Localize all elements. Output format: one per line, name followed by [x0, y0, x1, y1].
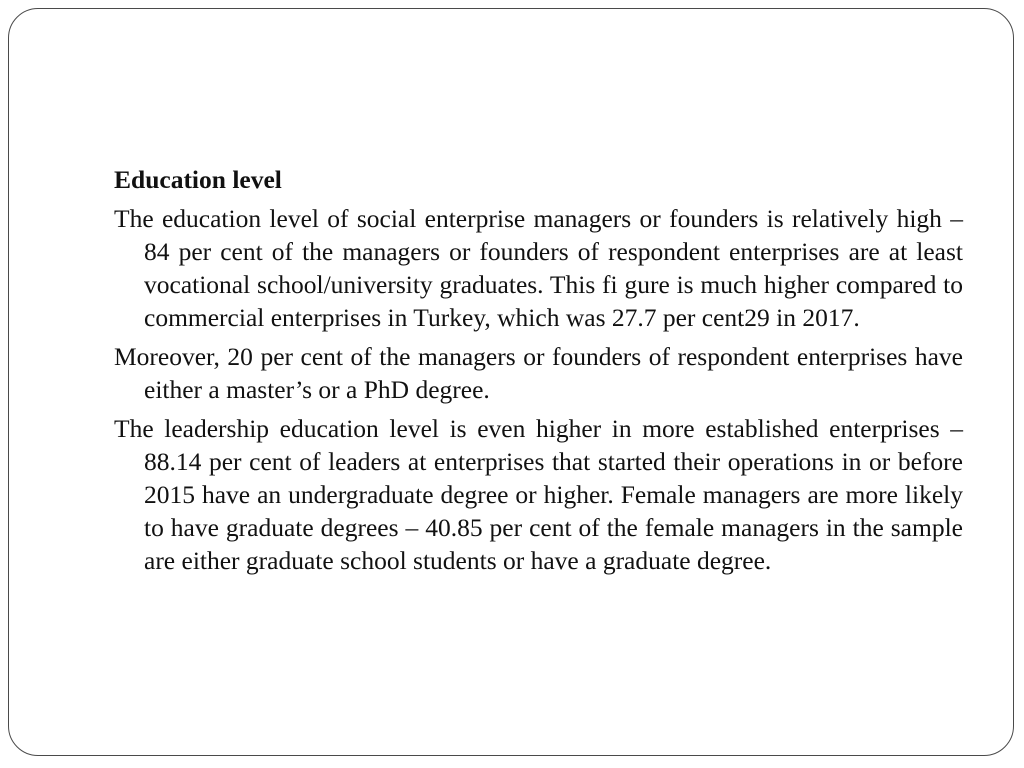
- slide-heading: Education level: [114, 165, 282, 194]
- slide-content: [114, 163, 963, 583]
- paragraph-education-overview: The education level of social enterprise managers or founders is relatively high – 84 per cent of the managers or founders of respondent enterprises are at least vocational school/university graduates. This fi gure is much higher compared to commercial enterprises in Turkey, which was 27.7 per cent29 in 2017.: [114, 204, 963, 332]
- paragraph-leadership-education: The leadership education level is even higher in more established enterprises – 88.14 per cent of leaders at enterprises that started their operations in or before 2015 have an undergraduate degree or higher. Female managers are more likely to have graduate degrees – 40.85 per cent of the female managers in the sample are either graduate school students or have a graduate degree.: [114, 414, 963, 575]
- paragraph-masters-phd: Moreover, 20 per cent of the managers or founders of respondent enterprises have either a master’s or a PhD degree.: [114, 342, 963, 404]
